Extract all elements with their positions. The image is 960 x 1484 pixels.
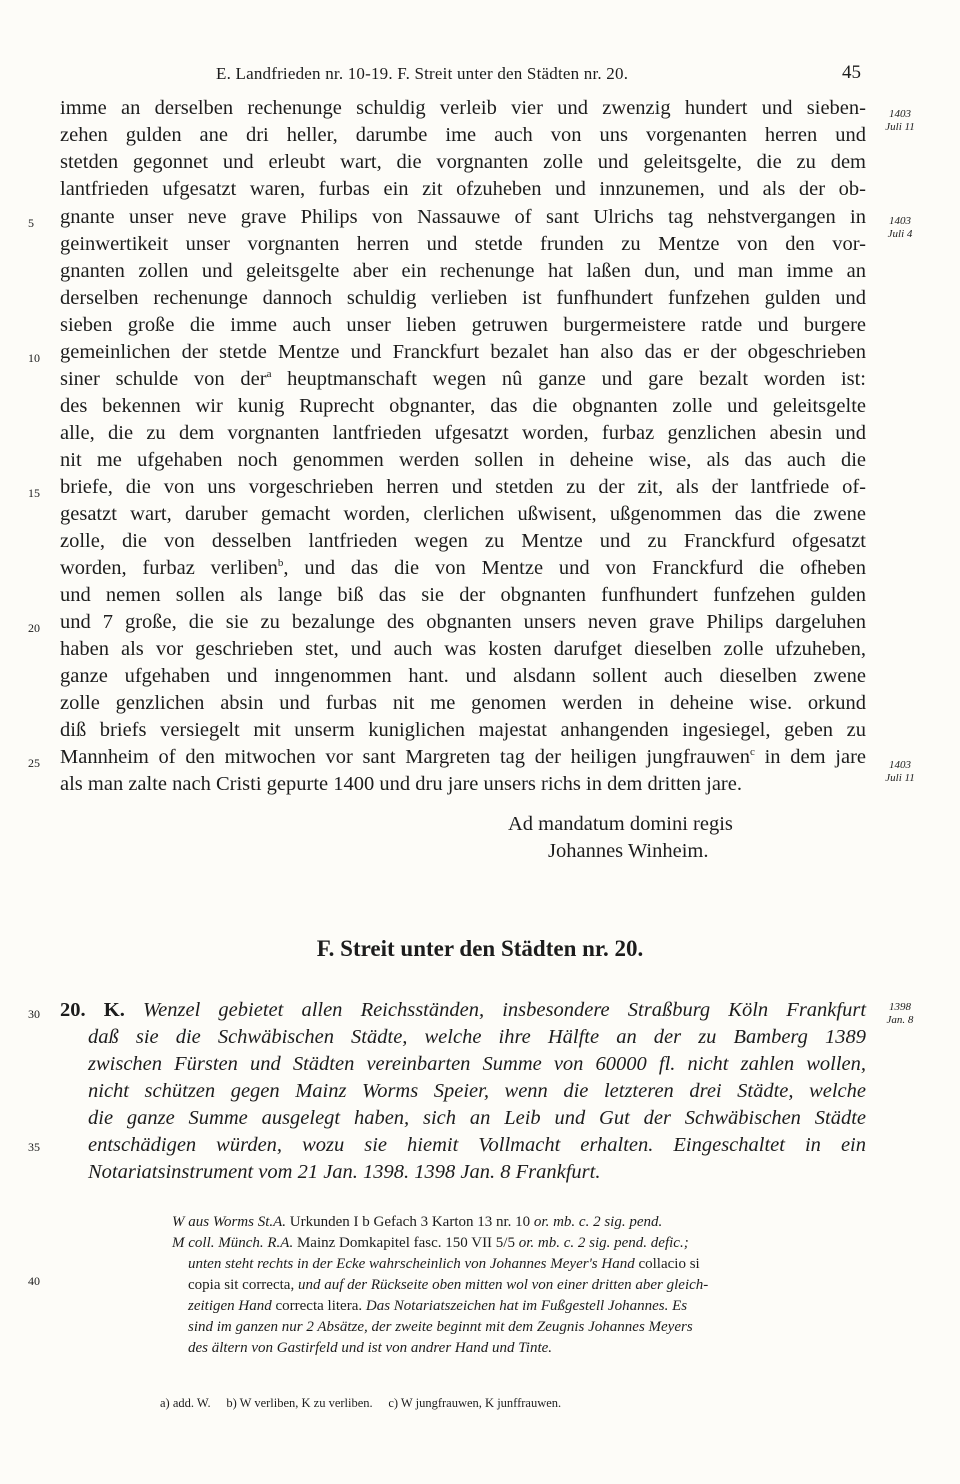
text-segment: siner schulde von der	[60, 368, 267, 390]
source-italic: or. mb. c. 2 sig. pend.	[533, 1214, 663, 1230]
source-italic: zeitigen Hand	[188, 1298, 272, 1314]
text-line: diß briefs versiegelt mit unserm kuniglichen majestat anhangenden ingesiegel, geben zu	[60, 719, 866, 741]
margin-date	[872, 215, 928, 241]
mandate-line: Ad mandatum domini regis	[508, 813, 733, 835]
margin-date-day: Juli 11	[885, 121, 915, 133]
text-segment: , und das die von Mentze und von Franckfurd die ofheben	[283, 557, 866, 579]
regest-line: Notariatsinstrument vom 21 Jan. 1398. 1398 Jan. 8 Frankfurt.	[88, 1161, 601, 1183]
regest-line: zwischen Fürsten und Städten vereinbarten Summe von 60000 fl. nicht zahlen wollen,	[88, 1053, 866, 1075]
text-line: lantfrieden ufgesatzt waren, furbas ein zit ofzuheben und innzunemen, und als der ob-	[60, 178, 866, 200]
mandate-signature: Johannes Winheim.	[548, 840, 709, 862]
source-line	[172, 1233, 872, 1254]
source-roman: Mainz Domkapitel fasc. 150 VII 5/5	[293, 1235, 519, 1251]
margin-date-year: 1403	[889, 215, 911, 227]
document-siglum: K.	[103, 999, 125, 1021]
line-number: 25	[28, 756, 40, 770]
text-line: zehen gulden ane dri heller, darumbe ime auch von uns vorgenanten herren und	[60, 124, 866, 146]
regest-line: entschädigen würden, wozu sie hiemit Vollmacht erhalten. Eingeschaltet in ein	[88, 1134, 866, 1156]
text-line: derselben rechenunge dannoch schuldig verlieben ist funfhundert funfzehen gulden und	[60, 287, 866, 309]
document-number: 20.	[60, 999, 86, 1021]
text-line: zolle, die von desselben lantfrieden wegen zu Mentze und zu Franckfurd ofgesatzt	[60, 530, 866, 552]
text-line: geinwertikeit unser vorgnanten herren und stetde frunden zu Mentze von den vor-	[60, 233, 866, 255]
margin-date-day: Juli 11	[885, 772, 915, 784]
text-line: stetden gegonnet und erleubt wart, die vorgnanten zolle und geleitsgelte, die zu dem	[60, 151, 866, 173]
text-line: sieben große die imme auch unser lieben getruwen burgermeistere ratde und burgere	[60, 314, 866, 336]
text-line: und nemen sollen als lange biß das sie der obgnanten funfhundert funfzehen gulden	[60, 584, 866, 606]
text-line: briefe, die von uns vorgeschrieben herren und stetden zu der zit, als der lantfriede of-	[60, 476, 866, 498]
source-italic: M coll. Münch. R.A.	[172, 1235, 294, 1251]
footnote-a: a) add. W.	[160, 1396, 211, 1410]
margin-date-year: 1398	[889, 1001, 911, 1013]
text-segment: worden, furbaz verliben	[60, 557, 278, 579]
text-line: gnante unser neve grave Philips von Nassauwe of sant Ulrichs tag nehstvergangen in	[60, 206, 866, 228]
margin-date-day: Juli 4	[887, 228, 913, 240]
text-line	[60, 556, 866, 580]
line-number: 20	[28, 621, 40, 635]
regest-line: nicht schützen gegen Mainz Worms Speier, wenn die letzteren drei Städte, welche	[88, 1080, 866, 1102]
line-number: 40	[28, 1274, 40, 1288]
source-roman: Urkunden I b Gefach 3 Karton 13 nr. 10	[286, 1214, 534, 1230]
text-line: des bekennen wir kunig Ruprecht obgnanter, das die obgnanten zolle und geleitsgelte	[60, 395, 866, 417]
footnote-c: c) W jungfrauwen, K junffrauwen.	[388, 1396, 562, 1410]
source-italic: sind im ganzen nur 2 Absätze, der zweite beginnt mit dem Zeugnis Johannes Meyers	[188, 1319, 693, 1335]
source-italic: or. mb. c. 2 sig. pend. defic.;	[518, 1235, 689, 1251]
text-line	[60, 367, 866, 391]
text-segment: in dem jare	[754, 746, 866, 768]
source-line	[172, 1212, 872, 1233]
footnotes	[160, 1396, 561, 1411]
text-line: alle, die zu dem vorgnanten lantfrieden ufgesatzt worden, furbaz genzlichen abesin und	[60, 422, 866, 444]
text-segment: heuptmanschaft wegen nû ganze und gare bezalt worden ist:	[271, 368, 867, 390]
regest-line	[60, 998, 866, 1022]
margin-date	[872, 108, 928, 134]
line-number: 35	[28, 1140, 40, 1154]
line-number: 30	[28, 1007, 40, 1021]
text-line: und 7 große, die sie zu bezalunge des obgnanten unsers neven grave Philips dargeluhen	[60, 611, 866, 633]
regest-text: Wenzel gebietet allen Reichsständen, insbesondere Straßburg Köln Frankfurt	[142, 999, 867, 1021]
text-line: imme an derselben rechenunge schuldig verleib vier und zwenzig hundert und sieben-	[60, 97, 866, 119]
line-number: 5	[28, 216, 34, 230]
footnote-mark: c	[749, 746, 755, 759]
source-line	[188, 1275, 888, 1296]
text-line: gnanten zollen und geleitsgelte aber ein rechenunge hat laßen dun, und man imme an	[60, 260, 866, 282]
regest-line: daß sie die Schwäbischen Städte, welche ihre Hälfte an der zu Bamberg 1389	[88, 1026, 866, 1048]
text-line: nit me ufgehaben noch genommen werden sollen in deheine wise, als das auch die	[60, 449, 866, 471]
source-italic: W aus Worms St.A.	[172, 1214, 287, 1230]
margin-date-day: Jan. 8	[886, 1014, 914, 1026]
footnote-b: b) W verliben, K zu verliben.	[226, 1396, 373, 1410]
source-italic: und auf der Rückseite oben mitten wol von einer dritten aber gleich-	[297, 1277, 709, 1293]
margin-date-year: 1403	[889, 759, 911, 771]
source-italic: des ältern von Gastirfeld und ist von andrer Hand und Tinte.	[188, 1340, 553, 1356]
source-italic: Das Notariatszeichen hat im Fußgestell Johannes. Es	[365, 1298, 688, 1314]
source-line	[188, 1317, 888, 1338]
text-line: zolle genzlichen absin und furbas nit me genomen werden in deheine wise. orkund	[60, 692, 866, 714]
source-line	[188, 1338, 888, 1359]
source-line	[188, 1296, 888, 1317]
source-roman: correcta litera.	[271, 1298, 366, 1314]
line-number: 10	[28, 351, 40, 365]
source-italic: unten steht rechts in der Ecke wahrscheinlich von Johannes Meyer's Hand	[188, 1256, 635, 1272]
footnote-mark: a	[266, 368, 272, 381]
margin-date	[872, 1001, 928, 1027]
text-segment: Mannheim of den mitwochen vor sant Margreten tag der heiligen jungfrauwen	[60, 746, 750, 768]
text-line: haben als vor geschrieben stet, und auch was kosten darufget dieselben zolle ufzuheben,	[60, 638, 866, 660]
line-number: 15	[28, 486, 40, 500]
running-head: E. Landfrieden nr. 10-19. F. Streit unter den Städten nr. 20.	[216, 64, 629, 83]
text-line	[60, 745, 866, 769]
margin-date	[872, 759, 928, 785]
margin-date-year: 1403	[889, 108, 911, 120]
text-line: gemeinlichen der stetde Mentze und Franckfurt bezalet han also das er der obgeschrieben	[60, 341, 866, 363]
source-roman: copia sit correcta,	[188, 1277, 298, 1293]
source-line	[188, 1254, 888, 1275]
footnote-mark: b	[277, 557, 284, 570]
section-title: F. Streit unter den Städten nr. 20.	[316, 936, 644, 961]
text-line: gesatzt wart, daruber gemacht worden, clerlichen ußwisent, ußgenommen das die zwene	[60, 503, 866, 525]
text-line: ganze ufgehaben und inngenommen hant. und alsdann sollent auch dieselben zwene	[60, 665, 866, 687]
source-roman: collacio si	[634, 1256, 700, 1272]
text-line: als man zalte nach Cristi gepurte 1400 und dru jare unsers richs in dem dritten jare.	[60, 773, 742, 795]
page-number: 45	[842, 62, 861, 83]
regest-line: die ganze Summe ausgelegt haben, sich an Leib und Gut der Schwäbischen Städte	[88, 1107, 866, 1129]
